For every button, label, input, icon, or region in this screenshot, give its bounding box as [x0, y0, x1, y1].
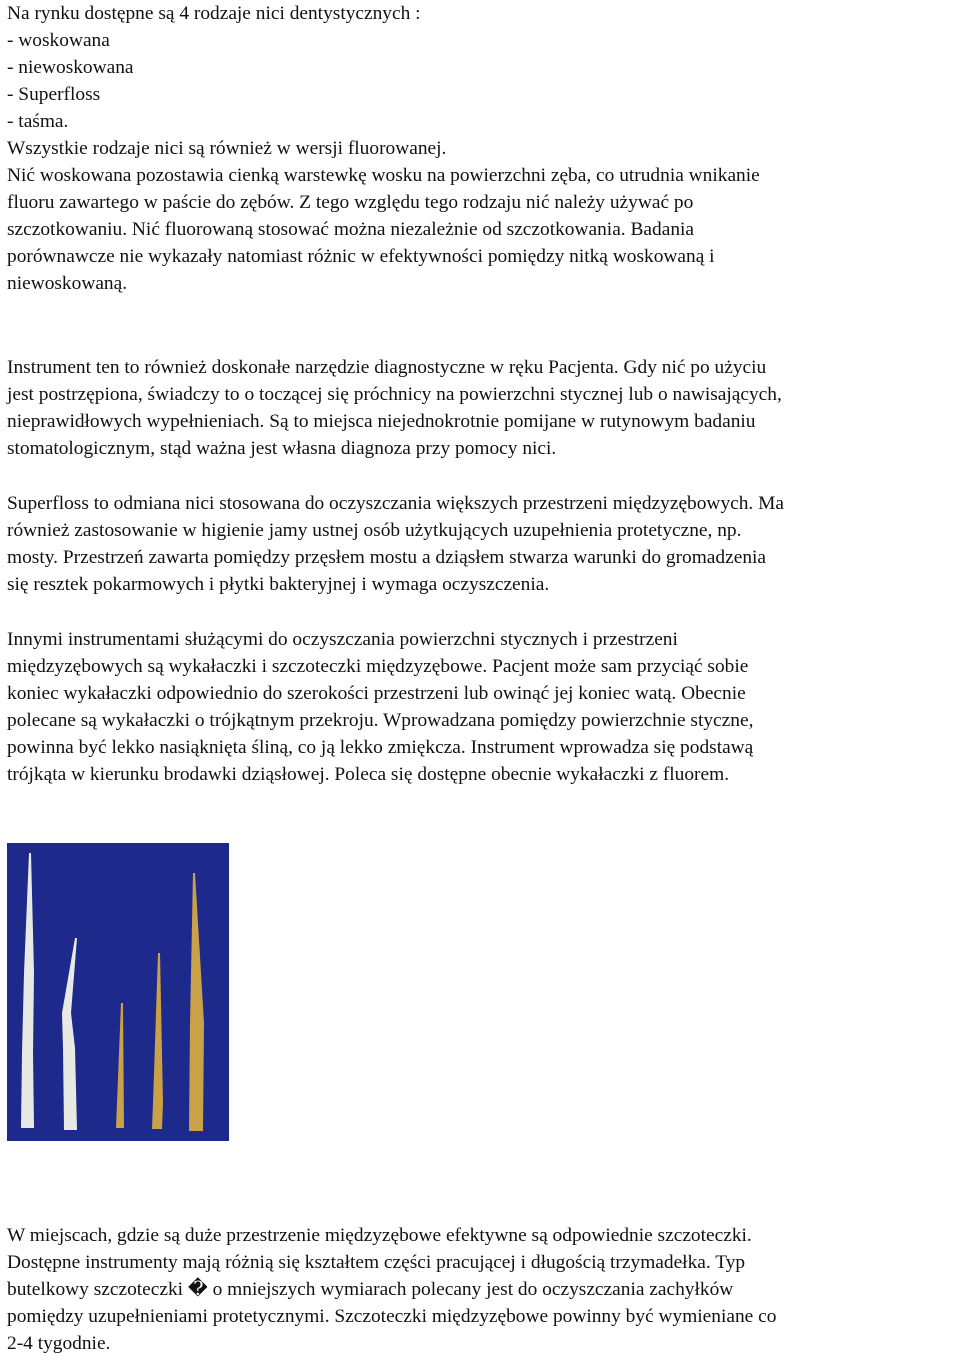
intro-line: Wszystkie rodzaje nici są również w wersji fluorowanej. — [7, 138, 447, 159]
toothpicks-photo — [7, 843, 229, 1141]
paragraph-line: Instrument ten to również doskonałe narzędzie diagnostyczne w ręku Pacjenta. Gdy nić po użyciu — [7, 357, 767, 378]
paragraph-toothpicks — [7, 626, 753, 788]
paragraph-line: się resztek pokarmowych i płytki bakteryjnej i wymaga oczyszczenia. — [7, 574, 550, 595]
paragraph-line: polecane są wykałaczki o trójkątnym przekroju. Wprowadzana pomiędzy powierzchnie styczne, — [7, 710, 754, 731]
intro-line: Na rynku dostępne są 4 rodzaje nici dentystycznych : — [7, 3, 421, 24]
paragraph-line: niewoskowaną. — [7, 273, 128, 294]
paragraph-line: międzyzębowych są wykałaczki i szczoteczki międzyzębowe. Pacjent może sam przyciąć sobie — [7, 656, 749, 677]
paragraph-line: pomiędzy uzupełnieniami protetycznymi. Szczoteczki międzyzębowe powinny być wymieniane co — [7, 1306, 777, 1327]
list-item-woskowana: - woskowana — [7, 30, 110, 51]
intro-list — [7, 0, 446, 162]
paragraph-diagnostic — [7, 354, 782, 462]
paragraph-line: trójkąta w kierunku brodawki dziąsłowej. Poleca się dostępne obecnie wykałaczki z fluorem. — [7, 764, 730, 785]
paragraph-superfloss — [7, 490, 784, 598]
paragraph-line: Dostępne instrumenty mają różnią się kształtem części pracującej i długością trzymadełka. Typ — [7, 1252, 746, 1273]
list-item-superfloss: - Superfloss — [7, 84, 101, 105]
paragraph-line: jest postrzępiona, świadczy to o toczącej się próchnicy na powierzchni stycznej lub o nawisających, — [7, 384, 782, 405]
paragraph-line: stomatologicznym, stąd ważna jest własna diagnoza przy pomocy nici. — [7, 438, 557, 459]
paragraph-line: Nić woskowana pozostawia cienką warstewkę wosku na powierzchni zęba, co utrudnia wnikanie — [7, 165, 760, 186]
paragraph-line: W miejscach, gdzie są duże przestrzenie międzyzębowe efektywne są odpowiednie szczoteczki. — [7, 1225, 752, 1246]
paragraph-line: mosty. Przestrzeń zawarta pomiędzy przęsłem mostu a dziąsłem stwarza warunki do gromadzenia — [7, 547, 767, 568]
paragraph-brushes — [7, 1222, 776, 1357]
list-item-niewoskowana: - niewoskowana — [7, 57, 134, 78]
paragraph-line: nieprawidłowych wypełnieniach. Są to miejsca niejednokrotnie pomijane w rutynowym badaniu — [7, 411, 756, 432]
paragraph-line: fluoru zawartego w paście do zębów. Z tego względu tego rodzaju nić należy używać po — [7, 192, 694, 213]
paragraph-line: koniec wykałaczki odpowiednio do szerokości przestrzeni lub owinąć jej koniec watą. Obecnie — [7, 683, 746, 704]
paragraph-line: powinna być lekko nasiąknięta śliną, co ją lekko zmiękcza. Instrument wprowadza się podstawą — [7, 737, 754, 758]
paragraph-line: 2-4 tygodnie. — [7, 1333, 111, 1354]
paragraph-line: również zastosowanie w higienie jamy ustnej osób użytkujących uzupełnienia protetyczne, np. — [7, 520, 742, 541]
paragraph-line: Innymi instrumentami służącymi do oczyszczania powierzchni stycznych i przestrzeni — [7, 629, 678, 650]
paragraph-line: butelkowy szczoteczki � o mniejszych wymiarach polecany jest do oczyszczania zachyłków — [7, 1279, 734, 1300]
paragraph-line: porównawcze nie wykazały natomiast różnic w efektywności pomiędzy nitką woskowaną i — [7, 246, 715, 267]
paragraph-line: szczotkowaniu. Nić fluorowaną stosować można niezależnie od szczotkowania. Badania — [7, 219, 695, 240]
paragraph-waxed-floss — [7, 162, 760, 297]
paragraph-line: Superfloss to odmiana nici stosowana do oczyszczania większych przestrzeni międzyzębowych. Ma — [7, 493, 784, 514]
toothpicks-illustration — [7, 843, 229, 1141]
list-item-tasma: - taśma. — [7, 111, 69, 132]
